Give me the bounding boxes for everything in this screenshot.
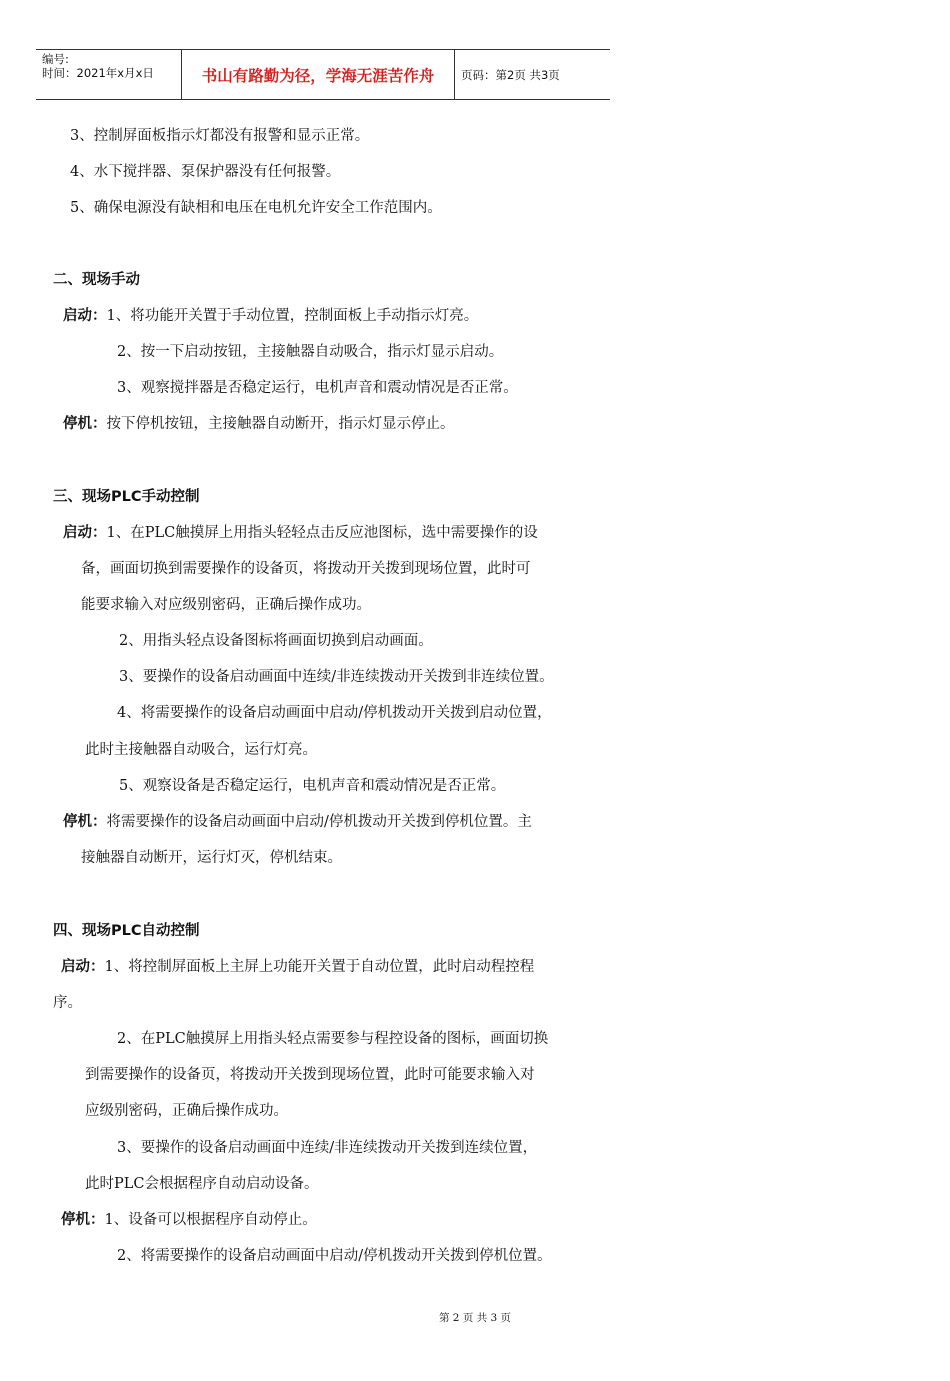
header-page-info: 页码：第2页 共3页 [461,67,560,82]
page-footer: 第 2 页 共 3 页 [438,1312,512,1324]
header-motto: 书山有路勤为径，学海无涯苦作舟 [182,50,455,99]
start-label: 启动： [63,307,107,324]
paragraph-line: 5、确保电源没有缺相和电压在电机允许安全工作范围内。 [70,200,442,216]
paragraph-line: 3、要操作的设备启动画面中连续/非连续拨动开关拨到连续位置， [117,1140,538,1156]
paragraph-line: 接触器自动断开，运行灯灭，停机结束。 [81,850,342,866]
start-label: 启动： [63,524,107,541]
start-label: 启动： [61,958,105,975]
paragraph-line: 4、水下搅拌器、泵保护器没有任何报警。 [70,164,341,180]
paragraph-line: 停机：将需要操作的设备启动画面中启动/停机拨动开关拨到停机位置。主 [63,813,532,830]
paragraph-line: 停机：按下停机按钮，主接触器自动断开，指示灯显示停止。 [63,415,455,432]
paragraph-line: 应级别密码，正确后操作成功。 [85,1103,288,1119]
paragraph-line: 此时PLC会根据程序自动启动设备。 [85,1176,319,1192]
paragraph-line: 此时主接触器自动吸合，运行灯亮。 [85,742,317,758]
paragraph-line: 启动：1、在PLC触摸屏上用指头轻轻点击反应池图标，选中需要操作的设 [63,524,538,541]
paragraph-line: 启动：1、将控制屏面板上主屏上功能开关置于自动位置，此时启动程控程 [61,958,535,975]
paragraph-line: 3、观察搅拌器是否稳定运行，电机声音和震动情况是否正常。 [117,380,518,396]
paragraph-line: 2、按一下启动按钮，主接触器自动吸合，指示灯显示启动。 [117,344,504,360]
paragraph-line: 到需要操作的设备页，将拨动开关拨到现场位置，此时可能要求输入对 [85,1067,535,1083]
time-label: 时间：2021年x月x日 [42,66,154,80]
paragraph-line: 3、控制屏面板指示灯都没有报警和显示正常。 [70,128,370,144]
paragraph-line: 停机：1、设备可以根据程序自动停止。 [61,1211,317,1228]
stop-label: 停机： [63,415,107,432]
page-header [36,49,610,100]
paragraph-line: 5、观察设备是否稳定运行，电机声音和震动情况是否正常。 [119,778,506,794]
section-heading: 四、现场PLC自动控制 [53,923,200,939]
paragraph-line: 4、将需要操作的设备启动画面中启动/停机拨动开关拨到启动位置， [117,705,552,721]
code-label: 编号: [42,52,69,66]
paragraph-line: 能要求输入对应级别密码，正确后操作成功。 [81,597,371,613]
paragraph-line: 3、要操作的设备启动画面中连续/非连续拨动开关拨到非连续位置。 [119,669,554,685]
stop-label: 停机： [61,1211,105,1228]
section-heading: 三、现场PLC手动控制 [53,489,200,505]
paragraph-line: 备，画面切换到需要操作的设备页，将拨动开关拨到现场位置，此时可 [81,561,531,577]
section-heading: 二、现场手动 [53,272,140,288]
paragraph-line: 2、将需要操作的设备启动画面中启动/停机拨动开关拨到停机位置。 [117,1248,552,1264]
stop-label: 停机： [63,813,107,830]
paragraph-line: 启动：1、将功能开关置于手动位置，控制面板上手动指示灯亮。 [63,307,479,324]
paragraph-line: 序。 [53,995,82,1011]
paragraph-line: 2、用指头轻点设备图标将画面切换到启动画面。 [119,633,433,649]
paragraph-line: 2、在PLC触摸屏上用指头轻点需要参与程控设备的图标，画面切换 [117,1031,549,1047]
header-meta [36,50,182,99]
